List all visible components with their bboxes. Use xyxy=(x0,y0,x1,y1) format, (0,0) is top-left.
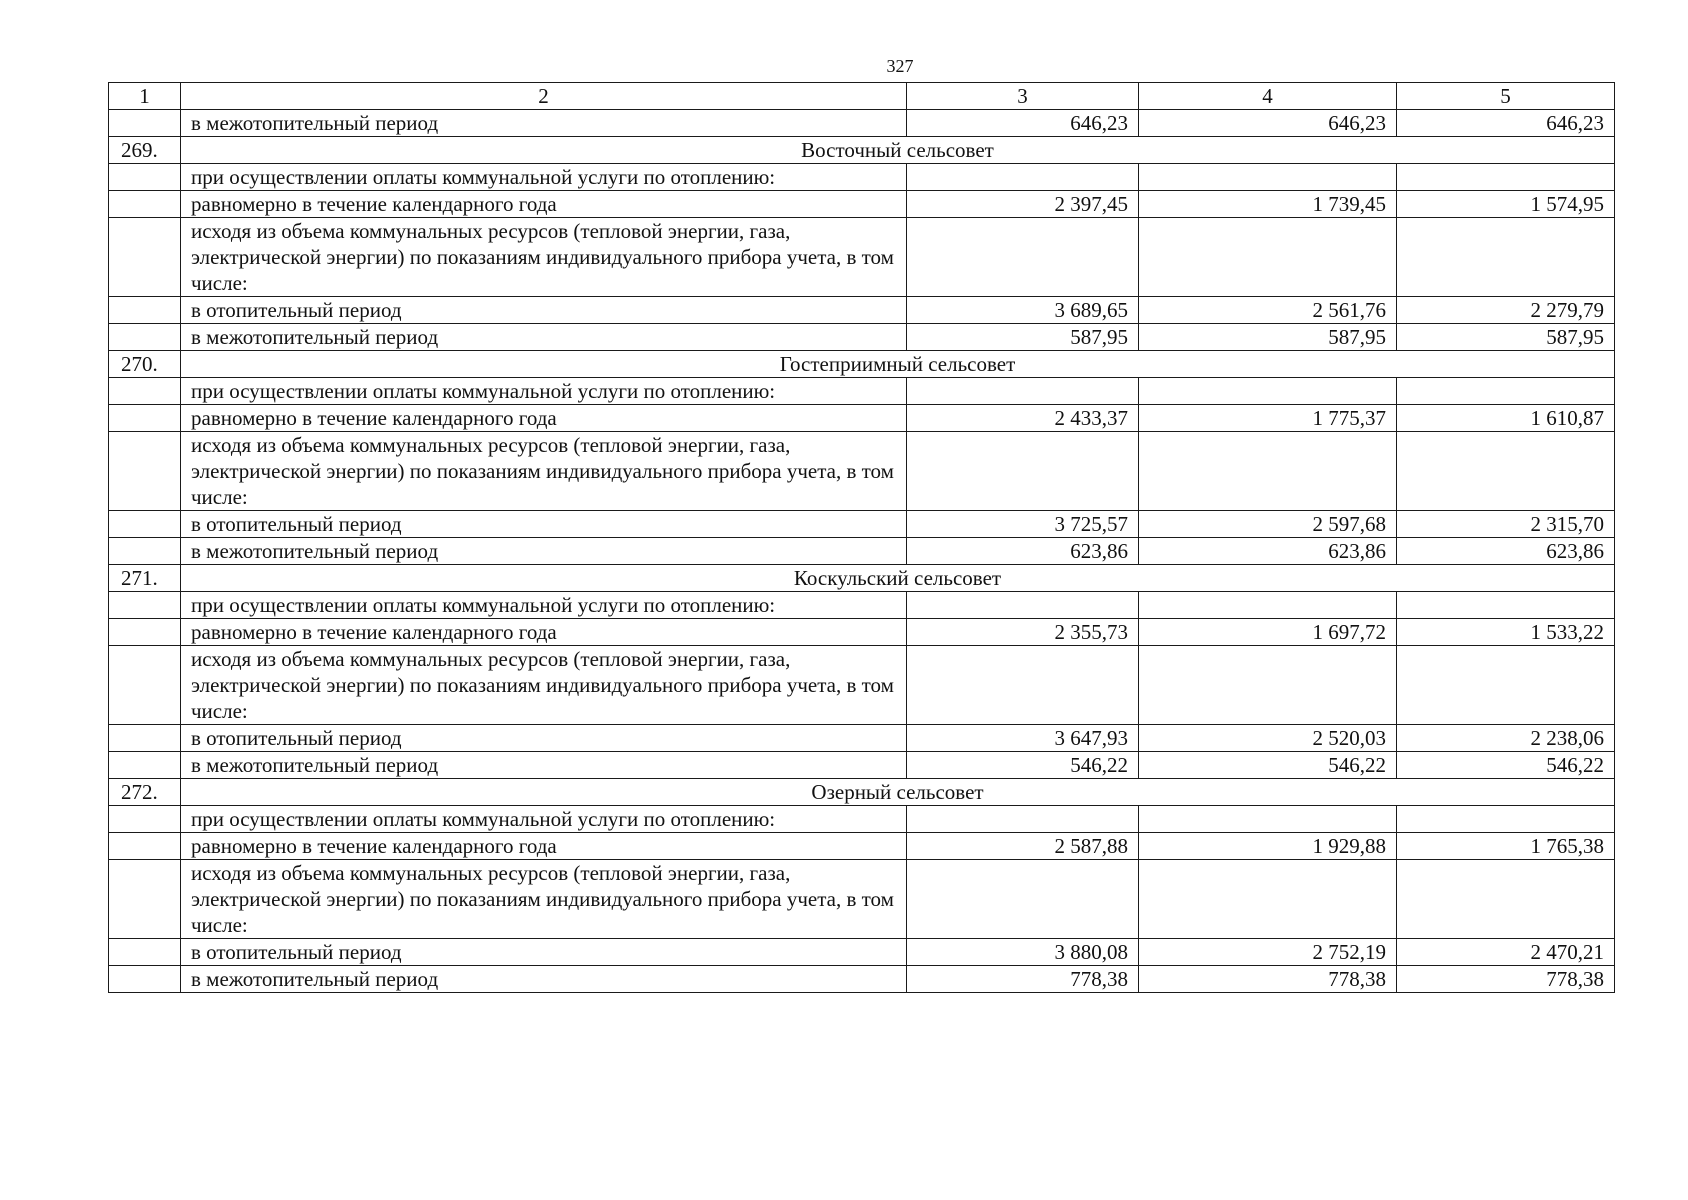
value-cell: 2 752,19 xyxy=(1139,939,1397,966)
table-row xyxy=(109,619,1615,646)
table-row xyxy=(109,110,1615,137)
table-row xyxy=(109,725,1615,752)
value-cell xyxy=(1139,218,1397,297)
row-index-cell xyxy=(109,752,181,779)
row-label: при осуществлении оплаты коммунальной услуги по отоплению: xyxy=(181,806,907,833)
value-cell xyxy=(1397,164,1615,191)
value-cell: 3 689,65 xyxy=(907,297,1139,324)
table-row xyxy=(109,405,1615,432)
table-row xyxy=(109,324,1615,351)
value-cell xyxy=(907,860,1139,939)
row-label: в межотопительный период xyxy=(181,110,907,137)
row-label: в отопительный период xyxy=(181,511,907,538)
row-index-cell xyxy=(109,966,181,993)
value-cell: 623,86 xyxy=(907,538,1139,565)
value-cell: 587,95 xyxy=(907,324,1139,351)
section-title: Гостеприимный сельсовет xyxy=(181,351,1615,378)
value-cell: 1 739,45 xyxy=(1139,191,1397,218)
row-index-cell xyxy=(109,806,181,833)
row-label: при осуществлении оплаты коммунальной услуги по отоплению: xyxy=(181,592,907,619)
value-cell: 2 520,03 xyxy=(1139,725,1397,752)
value-cell: 546,22 xyxy=(907,752,1139,779)
column-number: 4 xyxy=(1139,83,1397,110)
value-cell: 3 725,57 xyxy=(907,511,1139,538)
row-index-cell xyxy=(109,538,181,565)
column-number: 2 xyxy=(181,83,907,110)
value-cell: 623,86 xyxy=(1397,538,1615,565)
value-cell xyxy=(1397,432,1615,511)
value-cell xyxy=(1397,646,1615,725)
row-index-cell xyxy=(109,860,181,939)
section-header-row xyxy=(109,351,1615,378)
table-row xyxy=(109,297,1615,324)
section-index: 271. xyxy=(109,565,181,592)
row-index-cell xyxy=(109,432,181,511)
section-title: Озерный сельсовет xyxy=(181,779,1615,806)
section-header-row xyxy=(109,779,1615,806)
column-number: 3 xyxy=(907,83,1139,110)
row-label: равномерно в течение календарного года xyxy=(181,191,907,218)
value-cell xyxy=(1397,378,1615,405)
table-row xyxy=(109,378,1615,405)
value-cell: 1 533,22 xyxy=(1397,619,1615,646)
row-index-cell xyxy=(109,833,181,860)
value-cell xyxy=(907,592,1139,619)
value-cell: 2 587,88 xyxy=(907,833,1139,860)
value-cell: 3 880,08 xyxy=(907,939,1139,966)
value-cell xyxy=(907,218,1139,297)
value-cell xyxy=(1397,806,1615,833)
table-row xyxy=(109,966,1615,993)
value-cell: 2 397,45 xyxy=(907,191,1139,218)
row-label: в межотопительный период xyxy=(181,324,907,351)
row-label: равномерно в течение календарного года xyxy=(181,619,907,646)
column-number: 1 xyxy=(109,83,181,110)
row-index-cell xyxy=(109,939,181,966)
value-cell xyxy=(1397,860,1615,939)
column-number: 5 xyxy=(1397,83,1615,110)
value-cell: 1 610,87 xyxy=(1397,405,1615,432)
table-row xyxy=(109,511,1615,538)
row-label: исходя из объема коммунальных ресурсов (тепловой энергии, газа, электрической энергии) по показаниям индивидуального прибора учета, в том числе: xyxy=(181,218,907,297)
row-label: в отопительный период xyxy=(181,939,907,966)
table-row xyxy=(109,939,1615,966)
value-cell: 546,22 xyxy=(1397,752,1615,779)
column-number-row xyxy=(109,83,1615,110)
section-header-row xyxy=(109,565,1615,592)
row-index-cell xyxy=(109,324,181,351)
row-index-cell xyxy=(109,218,181,297)
table-row xyxy=(109,752,1615,779)
row-index-cell xyxy=(109,378,181,405)
value-cell: 1 765,38 xyxy=(1397,833,1615,860)
section-index: 272. xyxy=(109,779,181,806)
value-cell xyxy=(907,164,1139,191)
value-cell: 623,86 xyxy=(1139,538,1397,565)
value-cell: 1 697,72 xyxy=(1139,619,1397,646)
row-label: равномерно в течение календарного года xyxy=(181,405,907,432)
value-cell: 2 597,68 xyxy=(1139,511,1397,538)
value-cell: 1 574,95 xyxy=(1397,191,1615,218)
row-label: исходя из объема коммунальных ресурсов (тепловой энергии, газа, электрической энергии) по показаниям индивидуального прибора учета, в том числе: xyxy=(181,432,907,511)
table-row xyxy=(109,432,1615,511)
value-cell xyxy=(907,378,1139,405)
value-cell xyxy=(907,646,1139,725)
section-index: 269. xyxy=(109,137,181,164)
row-label: в межотопительный период xyxy=(181,538,907,565)
row-index-cell xyxy=(109,592,181,619)
value-cell xyxy=(1397,218,1615,297)
value-cell: 778,38 xyxy=(907,966,1139,993)
value-cell: 546,22 xyxy=(1139,752,1397,779)
row-index-cell xyxy=(109,297,181,324)
row-label: в межотопительный период xyxy=(181,752,907,779)
value-cell xyxy=(1139,432,1397,511)
value-cell: 2 315,70 xyxy=(1397,511,1615,538)
value-cell xyxy=(907,806,1139,833)
value-cell: 778,38 xyxy=(1397,966,1615,993)
value-cell: 2 470,21 xyxy=(1397,939,1615,966)
row-index-cell xyxy=(109,405,181,432)
section-header-row xyxy=(109,137,1615,164)
tariff-table xyxy=(108,82,1615,993)
value-cell xyxy=(1139,646,1397,725)
table-row xyxy=(109,592,1615,619)
value-cell: 587,95 xyxy=(1397,324,1615,351)
value-cell: 2 561,76 xyxy=(1139,297,1397,324)
section-title: Коскульский сельсовет xyxy=(181,565,1615,592)
value-cell xyxy=(1397,592,1615,619)
page-number: 327 xyxy=(886,56,914,76)
row-label: исходя из объема коммунальных ресурсов (тепловой энергии, газа, электрической энергии) по показаниям индивидуального прибора учета, в том числе: xyxy=(181,860,907,939)
value-cell xyxy=(1139,378,1397,405)
table-row xyxy=(109,191,1615,218)
row-index-cell xyxy=(109,646,181,725)
value-cell: 587,95 xyxy=(1139,324,1397,351)
row-index-cell xyxy=(109,164,181,191)
table-body xyxy=(109,83,1615,993)
table-row xyxy=(109,538,1615,565)
row-label: в межотопительный период xyxy=(181,966,907,993)
value-cell: 2 279,79 xyxy=(1397,297,1615,324)
value-cell: 2 238,06 xyxy=(1397,725,1615,752)
value-cell: 646,23 xyxy=(907,110,1139,137)
row-label: исходя из объема коммунальных ресурсов (тепловой энергии, газа, электрической энергии) по показаниям индивидуального прибора учета, в том числе: xyxy=(181,646,907,725)
value-cell: 2 433,37 xyxy=(907,405,1139,432)
value-cell xyxy=(1139,806,1397,833)
row-index-cell xyxy=(109,511,181,538)
value-cell xyxy=(1139,860,1397,939)
table-row xyxy=(109,646,1615,725)
value-cell xyxy=(1139,592,1397,619)
table-row xyxy=(109,806,1615,833)
value-cell: 778,38 xyxy=(1139,966,1397,993)
row-label: равномерно в течение календарного года xyxy=(181,833,907,860)
table-row xyxy=(109,218,1615,297)
row-label: в отопительный период xyxy=(181,725,907,752)
table-row xyxy=(109,833,1615,860)
section-title: Восточный сельсовет xyxy=(181,137,1615,164)
value-cell: 1 929,88 xyxy=(1139,833,1397,860)
value-cell: 646,23 xyxy=(1139,110,1397,137)
value-cell xyxy=(907,432,1139,511)
value-cell: 3 647,93 xyxy=(907,725,1139,752)
value-cell: 646,23 xyxy=(1397,110,1615,137)
value-cell: 2 355,73 xyxy=(907,619,1139,646)
row-index-cell xyxy=(109,191,181,218)
row-label: при осуществлении оплаты коммунальной услуги по отоплению: xyxy=(181,164,907,191)
table-row xyxy=(109,164,1615,191)
table-row xyxy=(109,860,1615,939)
row-index-cell xyxy=(109,619,181,646)
row-index-cell xyxy=(109,725,181,752)
section-index: 270. xyxy=(109,351,181,378)
row-label: в отопительный период xyxy=(181,297,907,324)
row-index-cell xyxy=(109,110,181,137)
value-cell: 1 775,37 xyxy=(1139,405,1397,432)
value-cell xyxy=(1139,164,1397,191)
row-label: при осуществлении оплаты коммунальной услуги по отоплению: xyxy=(181,378,907,405)
